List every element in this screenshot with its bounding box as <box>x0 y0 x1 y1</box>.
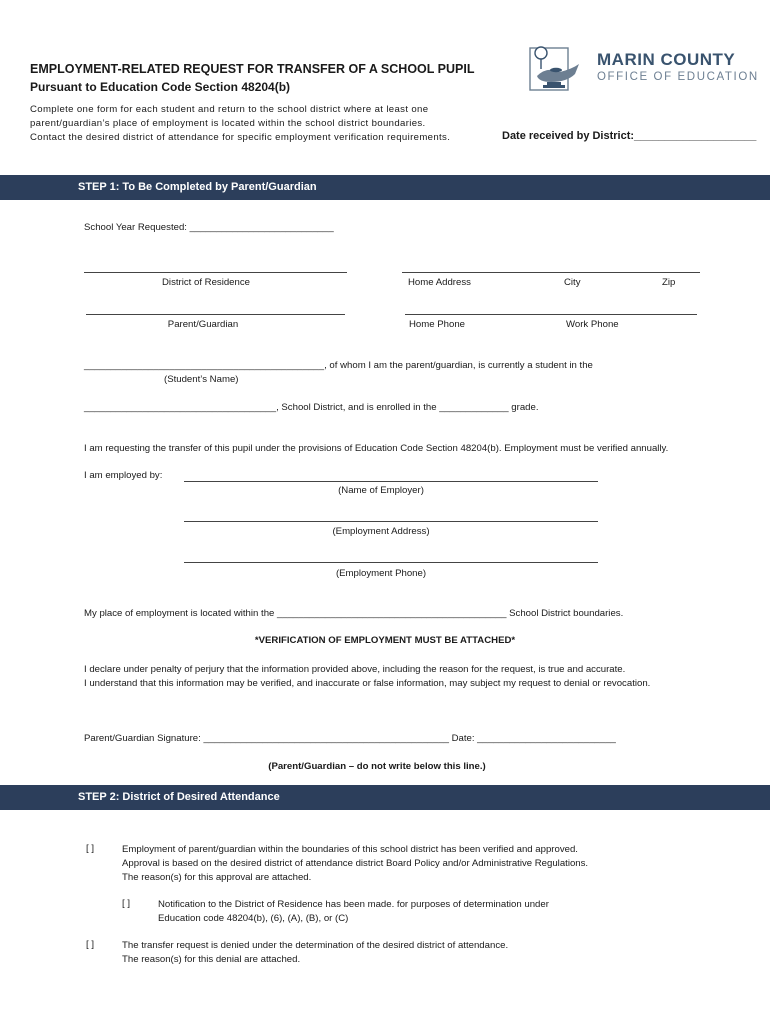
parent-guardian-label: Parent/Guardian <box>167 319 239 330</box>
student-name-field[interactable]: _____________________________________________, of whom I am the parent/guardian, is currently a student in the <box>84 360 593 371</box>
approved-checkbox[interactable]: [ ] <box>86 843 94 854</box>
approved-line: Employment of parent/guardian within the boundaries of this school district has been verified and approved. <box>122 844 578 855</box>
step2-heading: STEP 2: District of Desired Attendance <box>78 791 280 803</box>
form-title: EMPLOYMENT-RELATED REQUEST FOR TRANSFER OF A SCHOOL PUPIL <box>30 62 475 76</box>
notification-checkbox[interactable]: [ ] <box>122 898 130 909</box>
notification-line: Education code 48204(b), (6), (A), (B), or (C) <box>158 913 349 924</box>
instruction-line: Complete one form for each student and return to the school district where at least one <box>30 104 429 115</box>
transfer-request-statement: I am requesting the transfer of this pupil under the provisions of Education Code Section 48204(b). Employment must be verified annually. <box>84 443 669 454</box>
employer-name-line[interactable] <box>184 481 598 482</box>
approved-text <box>122 843 588 885</box>
declaration <box>84 663 650 691</box>
notification-line: Notification to the District of Residence has been made. for purposes of determination under <box>158 899 549 910</box>
marin-county-logo <box>527 42 759 98</box>
home-address-label: Home Address <box>408 277 471 288</box>
step2-header-bar <box>0 785 770 810</box>
instruction-line: Contact the desired district of attendance for specific employment verification requirements. <box>30 132 451 143</box>
employed-by-label: I am employed by: <box>84 470 163 481</box>
instruction-line: parent/guardian’s place of employment is located within the school district boundaries. <box>30 118 426 129</box>
logo-subtitle: OFFICE OF EDUCATION <box>597 71 759 83</box>
student-name-label: (Student’s Name) <box>164 374 239 385</box>
form-subtitle: Pursuant to Education Code Section 48204(b) <box>30 80 291 94</box>
step1-heading: STEP 1: To Be Completed by Parent/Guardian <box>78 181 317 193</box>
verification-notice: *VERIFICATION OF EMPLOYMENT MUST BE ATTACHED* <box>254 635 516 646</box>
work-phone-label: Work Phone <box>566 319 619 330</box>
declaration-line: I understand that this information may be verified, and inaccurate or false information, may subject my request to denial or revocation. <box>84 678 651 689</box>
city-label: City <box>564 277 581 288</box>
employer-address-line[interactable] <box>184 521 598 522</box>
denied-line: The reason(s) for this denial are attached. <box>122 954 301 965</box>
school-district-grade-field[interactable]: ____________________________________, School District, and is enrolled in the _____________ grade. <box>84 402 539 413</box>
approved-line: Approval is based on the desired district of attendance district Board Policy and/or Administrative Regulations. <box>122 858 589 869</box>
phone-line[interactable] <box>405 314 697 315</box>
step1-header-bar <box>0 175 770 200</box>
date-received-field[interactable]: Date received by District:____________________ <box>502 130 757 142</box>
school-year-field[interactable]: School Year Requested: ___________________________ <box>84 222 334 233</box>
form-instructions <box>30 103 450 145</box>
home-address-line[interactable] <box>402 272 700 273</box>
zip-label: Zip <box>662 277 676 288</box>
employer-name-label: (Name of Employer) <box>338 485 424 496</box>
notification-text <box>158 898 549 926</box>
denied-line: The transfer request is denied under the determination of the desired district of attendance. <box>122 940 509 951</box>
parent-guardian-line[interactable] <box>86 314 345 315</box>
place-of-employment-field[interactable]: My place of employment is located within the ___________________________________________ School District boundaries. <box>84 608 624 619</box>
denied-checkbox[interactable]: [ ] <box>86 939 94 950</box>
district-of-residence-line[interactable] <box>84 272 347 273</box>
approved-line: The reason(s) for this approval are attached. <box>122 872 312 883</box>
declaration-line: I declare under penalty of perjury that the information provided above, including the reason for the request, is true and accurate. <box>84 664 626 675</box>
district-of-residence-label: District of Residence <box>162 277 250 288</box>
lamp-of-learning-icon <box>527 42 593 98</box>
employer-phone-label: (Employment Phone) <box>335 568 427 579</box>
employer-address-label: (Employment Address) <box>332 526 430 537</box>
do-not-write-notice: (Parent/Guardian – do not write below this line.) <box>268 761 486 772</box>
denied-text <box>122 939 508 967</box>
logo-name: MARIN COUNTY <box>597 50 736 69</box>
signature-date-field[interactable]: Parent/Guardian Signature: ______________________________________________ Date: __________________________ <box>84 733 616 744</box>
employer-phone-line[interactable] <box>184 562 598 563</box>
home-phone-label: Home Phone <box>409 319 465 330</box>
